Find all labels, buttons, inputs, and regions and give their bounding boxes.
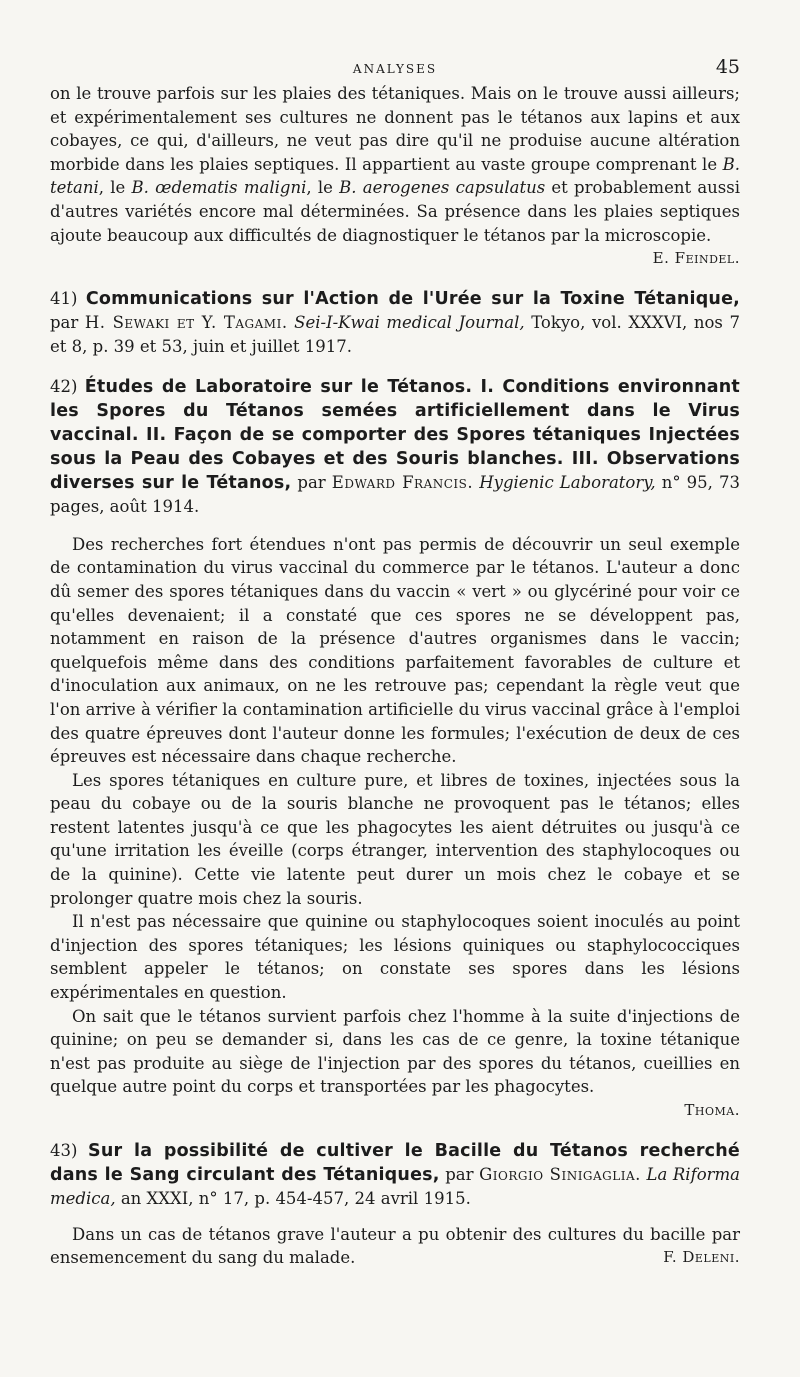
citation-ref: n° 95, 73 pages, août 1914. bbox=[50, 472, 740, 516]
text-run: et probablement aussi d'autres variétés encore mal déterminées. Sa présence dans les plaies septiques ajoute beaucoup aux difficultés de diagnostiquer le tétanos par la microscopie. bbox=[50, 178, 741, 245]
entry-number: 41) bbox=[50, 288, 78, 308]
text-run: on le trouve parfois sur les plaies des tétaniques. Mais on le trouve aussi ailleurs; et expérimentalement ses cultures ne donnent pas le tétanos aux lapins et aux cobayes, ce qui, d'ailleurs, ne veut pas dire qu'il ne produise aucune altération morbide dans les plaies septiques. Il appartient au vaste groupe comprenant le bbox=[50, 84, 740, 174]
journal-name: Hygienic Laboratory, bbox=[479, 472, 656, 492]
entry-number: 42) bbox=[50, 376, 78, 396]
body-paragraph: Des recherches fort étendues n'ont pas permis de découvrir un seul exemple de contamination du virus vaccinal du commerce par le tétanos. L'auteur a donc dû semer des spores tétaniques dans du vaccin « vert » ou glycériné pour voir ce qu'elles devenaient; il a constaté que ces spores ne se développent pas, notamment en raison de la présence d'autres organismes dans le vaccin; quelquefois même dans des conditions parfaitement favorables de culture et d'inoculation aux animaux, on ne les retrouve pas; cependant la règle veut que l'on arrive à vérifier la contamination artificielle du virus vaccinal grâce à l'emploi des quatre épreuves dont l'auteur donne les formules; l'exécution de deux de ces épreuves est nécessaire dans chaque recherche. bbox=[50, 534, 740, 767]
body-paragraph: Il n'est pas nécessaire que quinine ou staphylocoques soient inoculés au point d'injection des spores tétaniques; les lésions quiniques ou staphylococciques semblent appeler le tétanos; on constate ses spores dans les lésions expérimentales en question. bbox=[50, 912, 740, 1003]
journal-name: Sei-I-Kwai medical Journal, bbox=[294, 312, 525, 332]
text-run: par bbox=[291, 472, 332, 492]
entry-author: Edward Francis. bbox=[331, 472, 474, 492]
running-header bbox=[50, 52, 740, 82]
entry-author: Giorgio Sinigaglia. bbox=[479, 1164, 641, 1184]
continued-paragraph bbox=[50, 82, 741, 268]
abstract-entry-42 bbox=[50, 375, 740, 519]
species-name: B. aerogenes capsulatus bbox=[339, 178, 546, 198]
abstract-entry-41 bbox=[50, 287, 740, 359]
entry-number: 43) bbox=[50, 1140, 78, 1160]
body-paragraph: Les spores tétaniques en culture pure, et libres de toxines, injectées sous la peau du cobaye ou de la souris blanche ne provoquent pas le tétanos; elles restent latentes jusqu'à ce que les phagocytes les aient détruites ou jusqu'à ce qu'une irritation les éveille (corps étranger, intervention des staphylocoques ou de la quinine). Cette vie latente peut durer un mois chez le cobaye et se prolonger quatre mois chez la souris. bbox=[50, 770, 740, 908]
text-run: par bbox=[50, 312, 85, 332]
species-name: B. œdematis maligni bbox=[131, 178, 307, 198]
abstract-entry-43 bbox=[50, 1139, 740, 1211]
body-paragraph bbox=[50, 1223, 740, 1270]
text-run: , le bbox=[306, 178, 340, 198]
entry-title: Études de Laboratoire sur le Tétanos. I. Conditions environnant les Spores du Tétanos semées artificiellement dans le Virus vaccinal. II. Façon de se comporter des Spores tétaniques Injectées sous la Peau des Cobayes et des Souris blanches. III. Observations diverses sur le Tétanos, bbox=[50, 376, 740, 493]
text-run: Dans un cas de tétanos grave l'auteur a pu obtenir des cultures du bacille par ensemencement du sang du malade. bbox=[50, 1224, 740, 1268]
entry-title: Communications sur l'Action de l'Urée sur la Toxine Tétanique, bbox=[85, 288, 741, 309]
citation-ref: an XXXI, n° 17, p. 454-457, 24 avril 1915. bbox=[115, 1188, 471, 1208]
signature: E. Feindel. bbox=[652, 249, 740, 268]
text-run: , le bbox=[98, 178, 132, 198]
running-title: ANALYSES bbox=[352, 62, 438, 76]
citation-ref: Tokyo, vol. XXXVI, nos 7 et 8, p. 39 et 53, juin et juillet 1917. bbox=[50, 312, 740, 356]
entry-title: Sur la possibilité de cultiver le Bacille du Tétanos recherché dans le Sang circulant des Tétaniques, bbox=[50, 1140, 740, 1185]
signature: Thoma. bbox=[684, 1101, 740, 1119]
body-paragraph: On sait que le tétanos survient parfois chez l'homme à la suite d'injections de quinine; on peu se demander si, dans les cas de ce genre, la toxine tétanique n'est pas produite au siège de l'injection par des spores du tétanos, cueillies en quelque autre point du corps et transportées par les phagocytes. bbox=[50, 1006, 740, 1097]
signature: F. Deleni. bbox=[663, 1248, 740, 1267]
species-name: B. tetani bbox=[50, 154, 740, 198]
entry-authors: H. Sewaki et Y. Tagami. bbox=[84, 312, 288, 332]
document-page bbox=[50, 52, 740, 1270]
text-run: par bbox=[439, 1164, 480, 1184]
journal-name: La Riforma medica, bbox=[50, 1164, 741, 1208]
page-number: 45 bbox=[715, 56, 740, 78]
